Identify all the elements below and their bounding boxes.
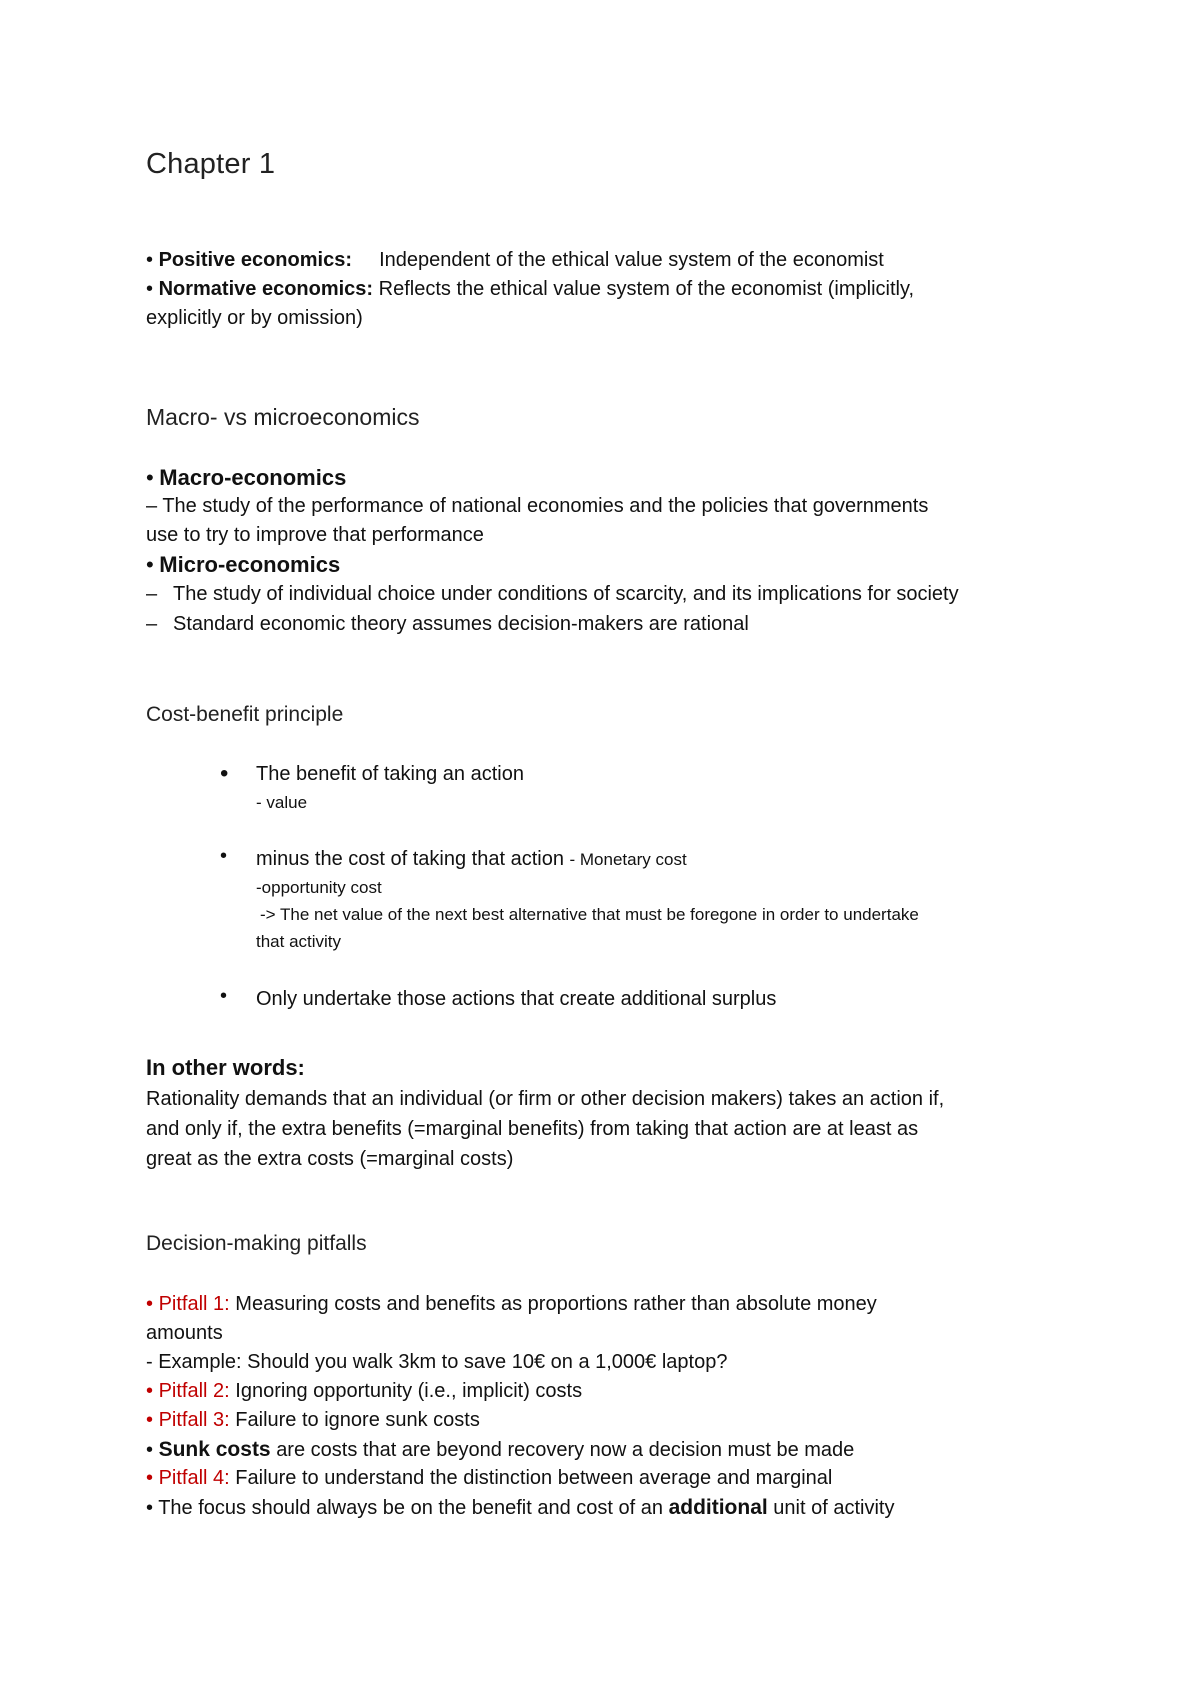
pitfall-3-text: Failure to ignore sunk costs	[235, 1409, 480, 1431]
bullet: •	[146, 249, 154, 271]
pitfall-4-text: Failure to understand the distinction between average and marginal	[235, 1467, 833, 1489]
dash: –	[146, 583, 158, 605]
macro-economics-line	[146, 463, 1086, 494]
micro-economics-item-text: Standard economic theory assumes decision-makers are rational	[173, 613, 749, 635]
normative-economics-line	[146, 275, 1086, 304]
bullet: •	[220, 845, 228, 867]
positive-economics-line	[146, 246, 1086, 275]
pitfall-2-line	[146, 1377, 1086, 1406]
macro-economics-desc	[146, 492, 1086, 521]
bullet: •	[146, 278, 154, 300]
normative-economics-label: Normative economics:	[158, 278, 374, 300]
focus-bold: additional	[668, 1496, 768, 1519]
positive-economics-text: Independent of the ethical value system of the economist	[379, 249, 884, 271]
pitfall-1-text-cont: amounts	[146, 1322, 223, 1344]
micro-economics-item-text: The study of individual choice under conditions of scarcity, and its implications for society	[173, 583, 959, 605]
bullet: •	[220, 760, 229, 787]
normative-economics-text: Reflects the ethical value system of the economist (implicitly,	[378, 278, 915, 300]
pitfall-1-label: Pitfall 1:	[158, 1293, 230, 1315]
normative-economics-text-cont: explicitly or by omission)	[146, 307, 363, 329]
cost-benefit-item-cost-text: minus the cost of taking that action	[256, 848, 564, 870]
micro-economics-label: Micro-economics	[159, 552, 341, 577]
dash: –	[146, 613, 158, 635]
pitfall-3-label: Pitfall 3:	[158, 1409, 230, 1431]
cost-benefit-item-cost-inline: - Monetary cost	[569, 850, 687, 869]
focus-text-end: unit of activity	[773, 1497, 895, 1519]
focus-text: The focus should always be on the benefit and cost of an	[158, 1497, 663, 1519]
pitfall-4-line	[146, 1464, 1086, 1493]
pitfall-2-label: Pitfall 2:	[158, 1380, 230, 1402]
pitfall-2-text: Ignoring opportunity (i.e., implicit) costs	[235, 1380, 583, 1402]
macro-economics-label: Macro-economics	[159, 465, 347, 490]
cost-benefit-item-benefit-sub: - value	[256, 793, 308, 812]
micro-economics-item	[146, 580, 1086, 609]
in-other-words-heading: In other words:	[146, 1055, 305, 1080]
macro-economics-desc-text: The study of the performance of national economies and the policies that governments	[162, 495, 929, 517]
pitfall-3-line	[146, 1406, 1086, 1435]
bullet: •	[146, 465, 154, 490]
in-other-words-line: great as the extra costs (=marginal costs)	[146, 1148, 514, 1170]
pitfall-1-example: - Example: Should you walk 3km to save 10€ on a 1,000€ laptop?	[146, 1351, 728, 1373]
bullet: •	[146, 1380, 154, 1402]
focus-line	[146, 1493, 1086, 1523]
sunk-costs-label: Sunk costs	[158, 1438, 271, 1461]
chapter-title: Chapter 1	[146, 148, 276, 180]
sunk-costs-line	[146, 1435, 1086, 1465]
section-heading-macro-micro: Macro- vs microeconomics	[146, 404, 420, 430]
bullet: •	[146, 1293, 154, 1315]
macro-economics-desc-cont: use to try to improve that performance	[146, 524, 484, 546]
pitfall-1-text: Measuring costs and benefits as proportions rather than absolute money	[235, 1293, 877, 1315]
bullet: •	[146, 1439, 154, 1461]
micro-economics-line	[146, 550, 1086, 581]
pitfall-4-label: Pitfall 4:	[158, 1467, 230, 1489]
bullet: •	[146, 1497, 154, 1519]
cost-benefit-net-value: -> The net value of the next best alternative that must be foregone in order to undertake	[260, 905, 919, 924]
pitfall-1-line	[146, 1290, 1086, 1319]
bullet: •	[146, 1409, 154, 1431]
cost-benefit-item-cost	[256, 845, 1076, 874]
cost-benefit-item-benefit: The benefit of taking an action	[256, 763, 524, 785]
positive-economics-label: Positive economics:	[158, 249, 352, 271]
bullet: •	[220, 985, 228, 1007]
bullet: •	[146, 1467, 154, 1489]
section-heading-cost-benefit: Cost-benefit principle	[146, 703, 344, 726]
dash: –	[146, 495, 158, 517]
in-other-words-line: and only if, the extra benefits (=marginal benefits) from taking that action are at least as	[146, 1118, 919, 1140]
cost-benefit-opportunity-cost: -opportunity cost	[256, 878, 382, 897]
section-heading-pitfalls: Decision-making pitfalls	[146, 1232, 367, 1255]
cost-benefit-item-surplus: Only undertake those actions that create additional surplus	[256, 988, 777, 1010]
micro-economics-item	[146, 610, 1086, 639]
in-other-words-line: Rationality demands that an individual (or firm or other decision makers) takes an action if,	[146, 1088, 945, 1110]
bullet: •	[146, 552, 154, 577]
cost-benefit-net-value-cont: that activity	[256, 932, 342, 951]
sunk-costs-text: are costs that are beyond recovery now a decision must be made	[276, 1439, 855, 1461]
